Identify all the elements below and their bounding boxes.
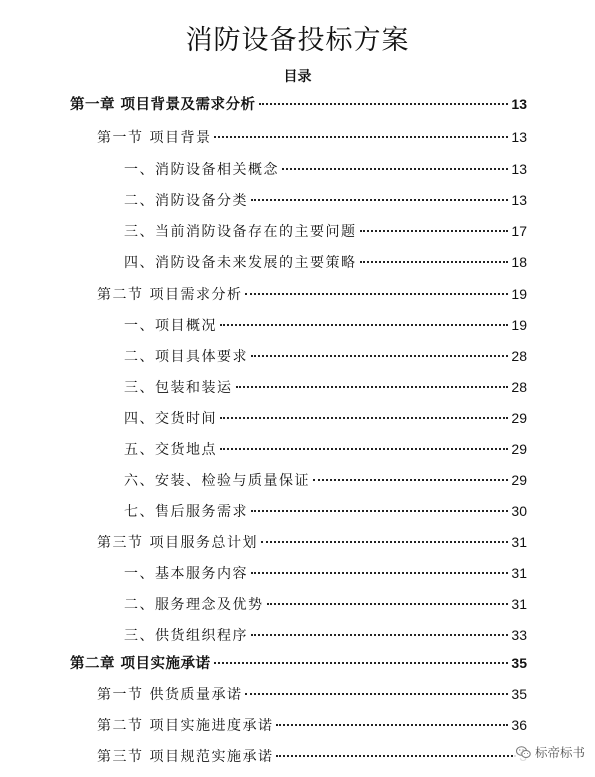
toc-dot-leader (214, 136, 508, 138)
wechat-icon (516, 746, 531, 759)
toc-entry[interactable] (97, 531, 527, 553)
toc-entry-page-number: 13 (511, 129, 527, 145)
toc-entry-page-number: 35 (511, 686, 527, 702)
watermark-text: 标帝标书 (534, 745, 585, 760)
toc-entry-label: 五、交货地点 (124, 442, 217, 458)
toc-dot-leader (282, 168, 508, 170)
toc-heading: 目录 (283, 69, 312, 85)
toc-entry-page-number: 29 (511, 472, 527, 488)
toc-entry-label: 七、售后服务需求 (124, 504, 248, 520)
toc-entry-label: 第一节 项目背景 (97, 130, 212, 146)
watermark (514, 743, 587, 761)
toc-dot-leader (267, 603, 509, 605)
toc-entry[interactable] (124, 158, 527, 180)
toc-entry-page-number: 33 (511, 627, 527, 643)
toc-entry[interactable] (124, 500, 527, 522)
toc-entry-page-number: 28 (511, 379, 527, 395)
toc-dot-leader (276, 724, 508, 726)
toc-entry-page-number: 36 (511, 717, 527, 733)
toc-entry[interactable] (124, 593, 527, 615)
toc-dot-leader (220, 448, 508, 450)
toc-entry[interactable] (97, 683, 527, 705)
toc-entry-page-number: 18 (511, 254, 527, 270)
toc-entry-page-number: 13 (511, 96, 527, 112)
toc-entry[interactable] (124, 562, 527, 584)
toc-dot-leader (360, 230, 509, 232)
toc-entry[interactable] (124, 345, 527, 367)
toc-entry-label: 一、项目概况 (124, 318, 217, 334)
toc-entry[interactable] (124, 624, 527, 646)
toc-entry-page-number: 17 (511, 223, 527, 239)
toc-entry-label: 第三节 项目服务总计划 (97, 535, 258, 551)
toc-entry-label: 第三节 项目规范实施承诺 (97, 749, 274, 765)
document-title: 消防设备投标方案 (185, 25, 410, 56)
toc-dot-leader (251, 199, 508, 201)
toc-entry-label: 第一节 供货质量承诺 (97, 687, 243, 703)
toc-entry-page-number: 31 (511, 596, 527, 612)
toc-dot-leader (214, 662, 509, 664)
toc-entry[interactable] (124, 438, 527, 460)
toc-entry-page-number: 29 (511, 441, 527, 457)
toc-entry[interactable] (70, 652, 527, 674)
toc-entry-label: 三、当前消防设备存在的主要问题 (124, 224, 357, 240)
toc-entry-label: 二、服务理念及优势 (124, 597, 264, 613)
toc-entry-page-number: 28 (511, 348, 527, 364)
toc-entry[interactable] (124, 469, 527, 491)
toc-entry[interactable] (124, 376, 527, 398)
toc-entry-label: 第一章 项目背景及需求分析 (70, 97, 256, 113)
toc-entry[interactable] (97, 745, 527, 767)
toc-entry-label: 第二节 项目需求分析 (97, 287, 243, 303)
toc-dot-leader (360, 261, 509, 263)
toc-entry[interactable] (97, 283, 527, 305)
toc-entry-label: 二、项目具体要求 (124, 349, 248, 365)
toc-dot-leader (276, 755, 516, 757)
toc-entry-label: 二、消防设备分类 (124, 193, 248, 209)
toc-entry-label: 第二章 项目实施承诺 (70, 656, 211, 672)
table-of-contents (0, 90, 595, 777)
toc-entry-label: 一、消防设备相关概念 (124, 162, 279, 178)
toc-entry-label: 三、供货组织程序 (124, 628, 248, 644)
toc-entry-page-number: 19 (511, 317, 527, 333)
toc-entry-page-number: 29 (511, 410, 527, 426)
toc-dot-leader (245, 293, 508, 295)
toc-entry[interactable] (124, 189, 527, 211)
toc-entry-label: 四、交货时间 (124, 411, 217, 427)
toc-entry[interactable] (70, 93, 527, 115)
toc-dot-leader (220, 324, 508, 326)
toc-entry[interactable] (124, 314, 527, 336)
toc-entry-label: 四、消防设备未来发展的主要策略 (124, 255, 357, 271)
toc-entry-page-number: 13 (511, 192, 527, 208)
toc-entry-page-number: 30 (511, 503, 527, 519)
toc-entry-label: 六、安装、检验与质量保证 (124, 473, 310, 489)
toc-dot-leader (220, 417, 508, 419)
toc-entry-label: 一、基本服务内容 (124, 566, 248, 582)
toc-entry[interactable] (97, 714, 527, 736)
toc-dot-leader (251, 572, 508, 574)
toc-entry-label: 三、包装和装运 (124, 380, 233, 396)
toc-dot-leader (251, 510, 508, 512)
toc-dot-leader (259, 103, 509, 105)
toc-entry-page-number: 19 (511, 286, 527, 302)
toc-entry-page-number: 31 (511, 565, 527, 581)
toc-entry[interactable] (97, 126, 527, 148)
toc-entry[interactable] (124, 251, 527, 273)
toc-dot-leader (261, 541, 508, 543)
toc-entry-label: 第二节 项目实施进度承诺 (97, 718, 274, 734)
toc-entry-page-number: 35 (511, 655, 527, 671)
toc-dot-leader (236, 386, 509, 388)
toc-dot-leader (313, 479, 508, 481)
toc-entry[interactable] (124, 407, 527, 429)
toc-dot-leader (251, 355, 508, 357)
toc-dot-leader (245, 693, 508, 695)
toc-entry[interactable] (124, 220, 527, 242)
toc-entry-page-number: 13 (511, 161, 527, 177)
toc-dot-leader (251, 634, 508, 636)
toc-entry-page-number: 31 (511, 534, 527, 550)
